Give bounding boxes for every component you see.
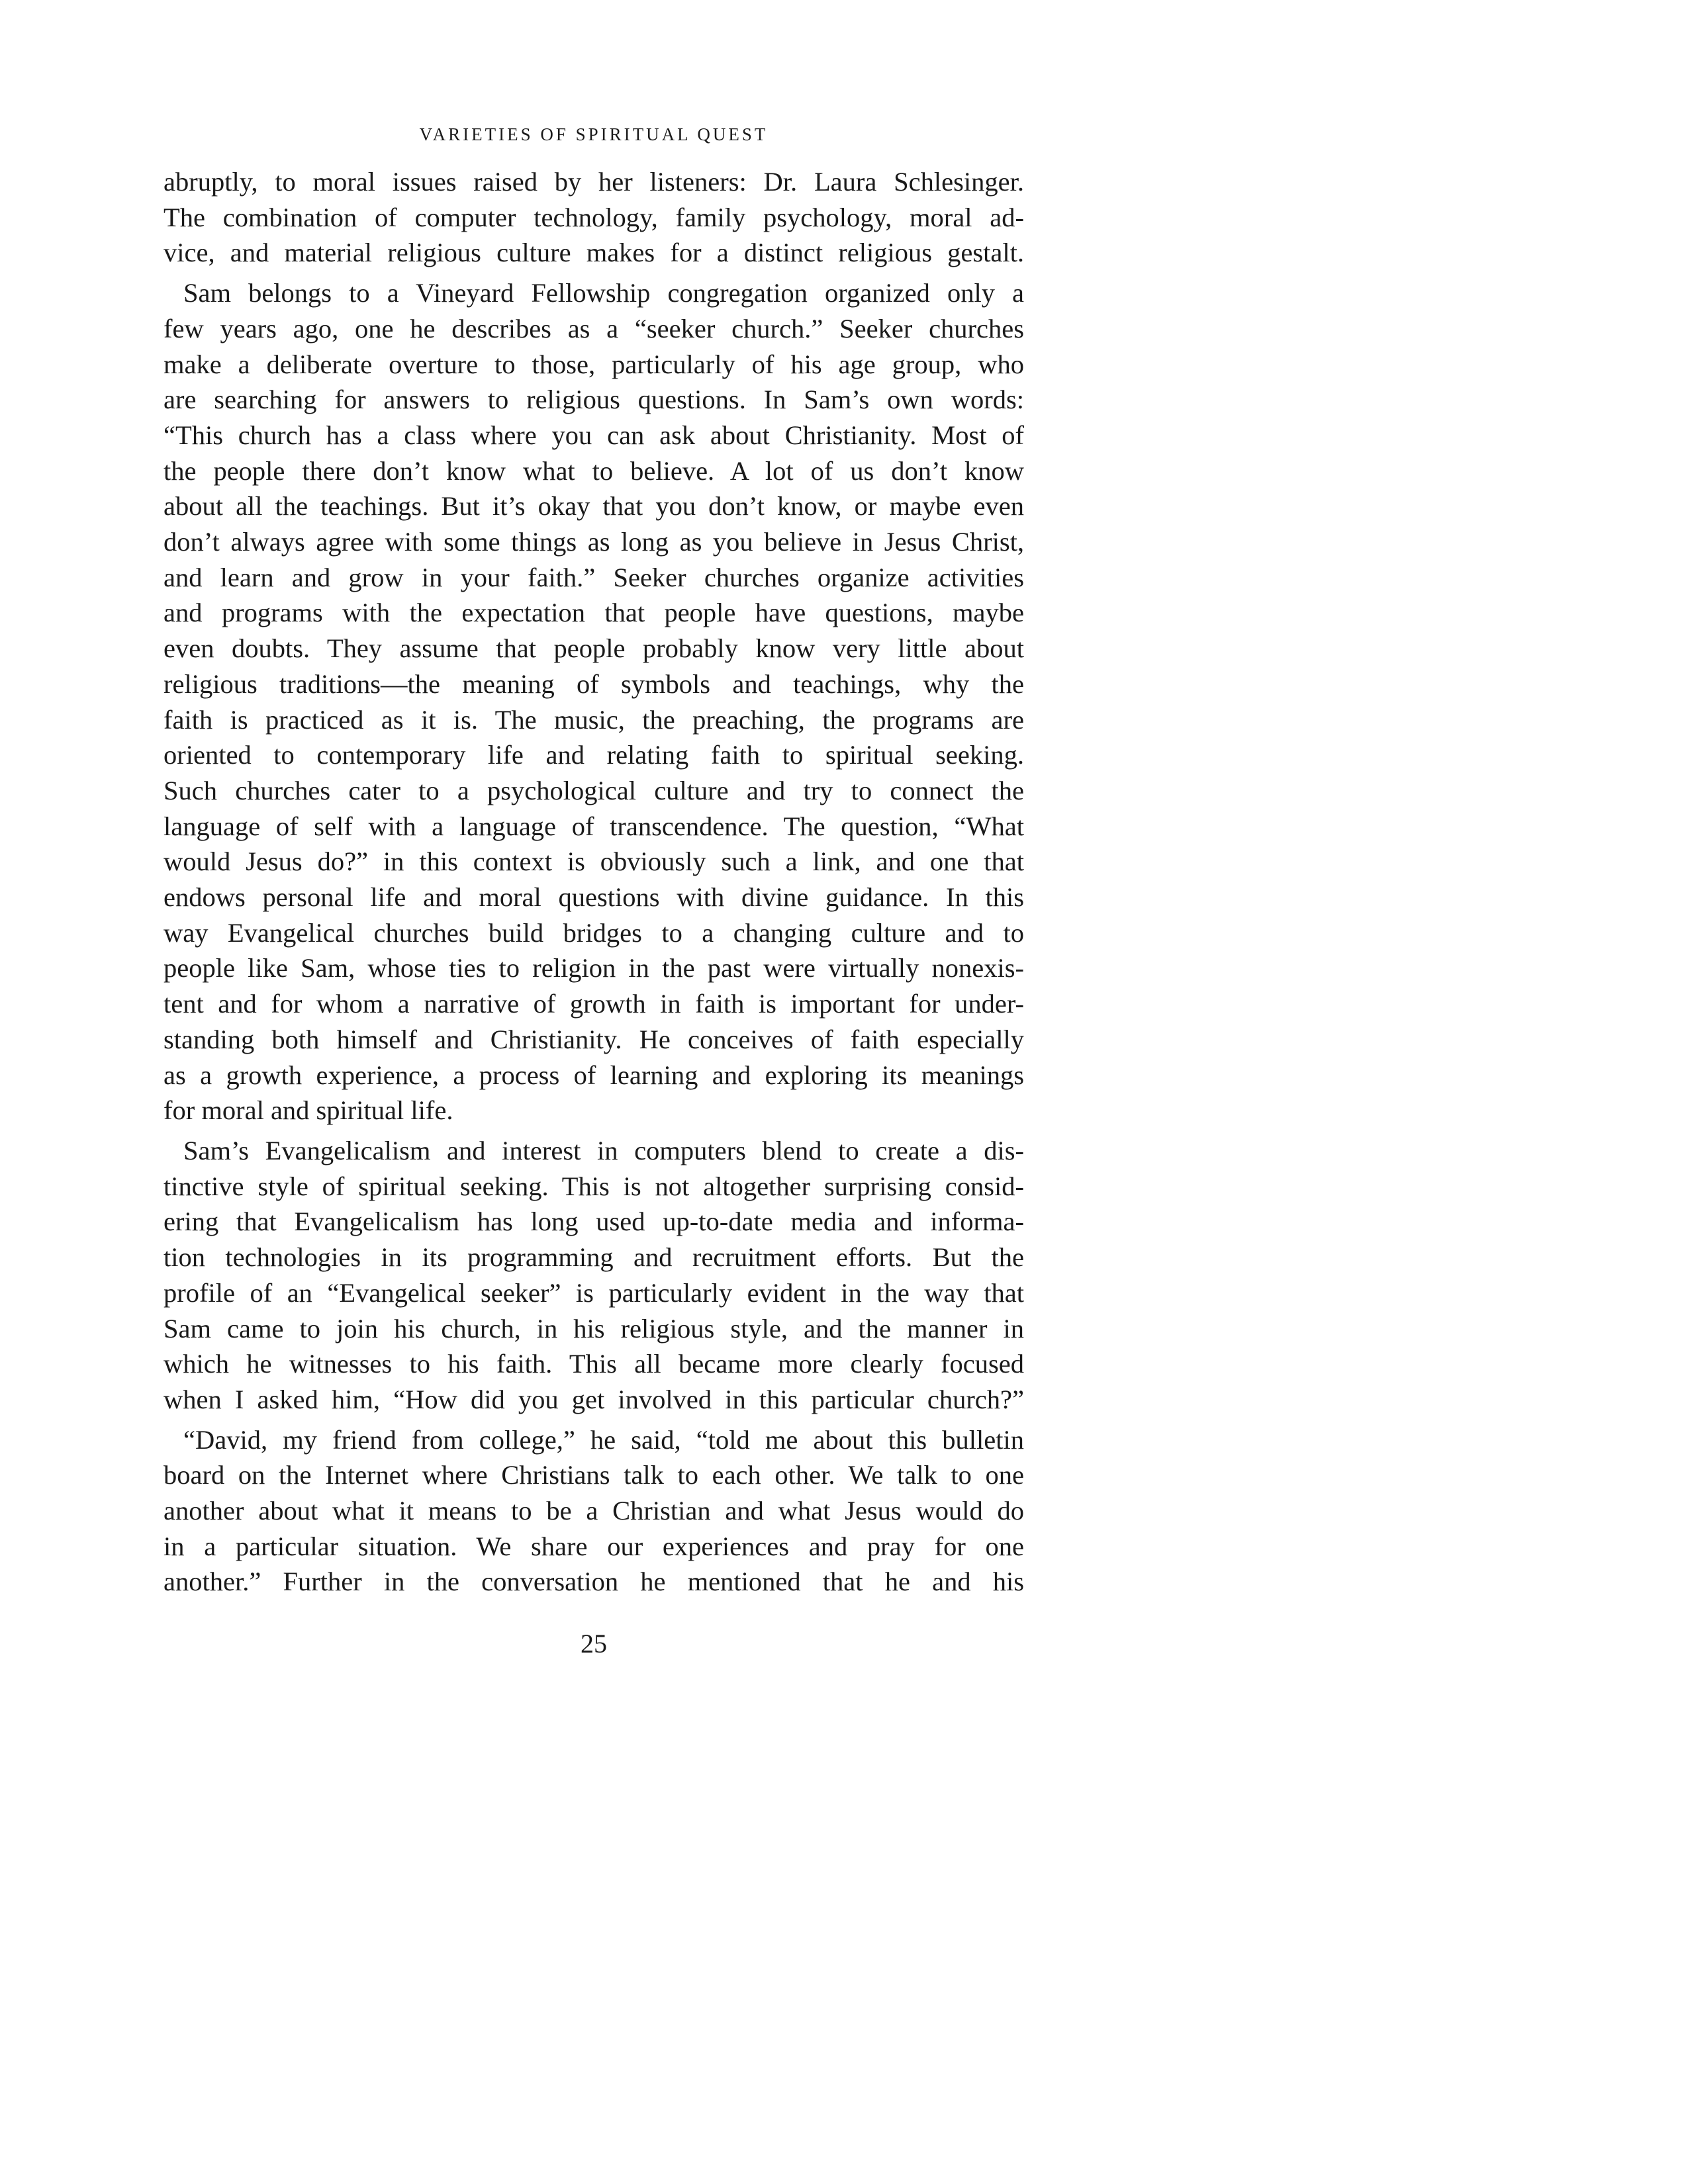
text-line: way Evangelical churches build bridges to a changing culture and to bbox=[164, 917, 1024, 948]
text-line: “This church has a class where you can ask about Christianity. Most of bbox=[164, 420, 1024, 450]
text-line: oriented to contemporary life and relating faith to spiritual seeking. bbox=[164, 740, 1024, 770]
text-line: Sam’s Evangelicalism and interest in computers blend to create a dis- bbox=[183, 1135, 1024, 1165]
text-line: standing both himself and Christianity. He conceives of faith especially bbox=[164, 1024, 1024, 1054]
text-line: religious traditions—the meaning of symbols and teachings, why the bbox=[164, 668, 1024, 699]
text-line: endows personal life and moral questions with divine guidance. In this bbox=[164, 882, 1024, 913]
paragraph-1 bbox=[164, 164, 1024, 271]
text-line: Sam came to join his church, in his religious style, and the manner in bbox=[164, 1313, 1024, 1343]
text-line: few years ago, one he describes as a “seeker church.” Seeker churches bbox=[164, 313, 1024, 343]
text-line: ering that Evangelicalism has long used up-to-date media and informa- bbox=[164, 1206, 1024, 1237]
text-line: The combination of computer technology, family psychology, moral ad- bbox=[164, 202, 1024, 232]
text-line: for moral and spiritual life. bbox=[164, 1095, 453, 1126]
text-line: board on the Internet where Christians talk to each other. We talk to one bbox=[164, 1460, 1024, 1490]
text-line: language of self with a language of transcendence. The question, “What bbox=[164, 811, 1024, 841]
text-line: which he witnesses to his faith. This all became more clearly focused bbox=[164, 1349, 1024, 1379]
text-line: Sam belongs to a Vineyard Fellowship congregation organized only a bbox=[183, 278, 1024, 308]
text-line: even doubts. They assume that people probably know very little about bbox=[164, 633, 1024, 664]
text-line: and programs with the expectation that people have questions, maybe bbox=[164, 598, 1024, 628]
body-text bbox=[164, 164, 1024, 1600]
text-line: as a growth experience, a process of learning and exploring its meanings bbox=[164, 1060, 1024, 1090]
text-line: are searching for answers to religious questions. In Sam’s own words: bbox=[164, 385, 1024, 415]
text-line: tion technologies in its programming and recruitment efforts. But the bbox=[164, 1242, 1024, 1273]
text-line: and learn and grow in your faith.” Seeker churches organize activities bbox=[164, 562, 1024, 592]
text-line: another about what it means to be a Christian and what Jesus would do bbox=[164, 1496, 1024, 1526]
paragraph-3 bbox=[164, 1133, 1024, 1418]
paragraph-2 bbox=[164, 275, 1024, 1128]
text-line: vice, and material religious culture makes for a distinct religious gestalt. bbox=[164, 238, 1024, 268]
text-line: Such churches cater to a psychological culture and try to connect the bbox=[164, 775, 1024, 805]
text-line: about all the teachings. But it’s okay that you don’t know, or maybe even bbox=[164, 491, 1024, 522]
text-line: the people there don’t know what to believe. A lot of us don’t know bbox=[164, 455, 1024, 486]
text-line: profile of an “Evangelical seeker” is particularly evident in the way that bbox=[164, 1277, 1024, 1308]
running-head: VARIETIES OF SPIRITUAL QUEST bbox=[419, 124, 769, 144]
text-line: make a deliberate overture to those, particularly of his age group, who bbox=[164, 349, 1024, 379]
text-line: when I asked him, “How did you get involved in this particular church?” bbox=[164, 1384, 1024, 1414]
text-line: faith is practiced as it is. The music, the preaching, the programs are bbox=[164, 704, 1024, 735]
page-number: 25 bbox=[581, 1629, 607, 1659]
text-line: “David, my friend from college,” he said, “told me about this bulletin bbox=[183, 1424, 1024, 1455]
text-line: another.” Further in the conversation he mentioned that he and his bbox=[164, 1567, 1024, 1597]
text-line: don’t always agree with some things as long as you believe in Jesus Christ, bbox=[164, 527, 1024, 557]
text-line: in a particular situation. We share our experiences and pray for one bbox=[164, 1531, 1024, 1561]
text-line: tent and for whom a narrative of growth in faith is important for under- bbox=[164, 989, 1024, 1019]
text-line: would Jesus do?” in this context is obviously such a link, and one that bbox=[164, 846, 1024, 877]
text-line: abruptly, to moral issues raised by her listeners: Dr. Laura Schlesinger. bbox=[164, 167, 1024, 197]
text-line: tinctive style of spiritual seeking. This is not altogether surprising consid- bbox=[164, 1171, 1024, 1201]
text-line: people like Sam, whose ties to religion in the past were virtually nonexis- bbox=[164, 953, 1024, 983]
paragraph-4 bbox=[164, 1422, 1024, 1600]
